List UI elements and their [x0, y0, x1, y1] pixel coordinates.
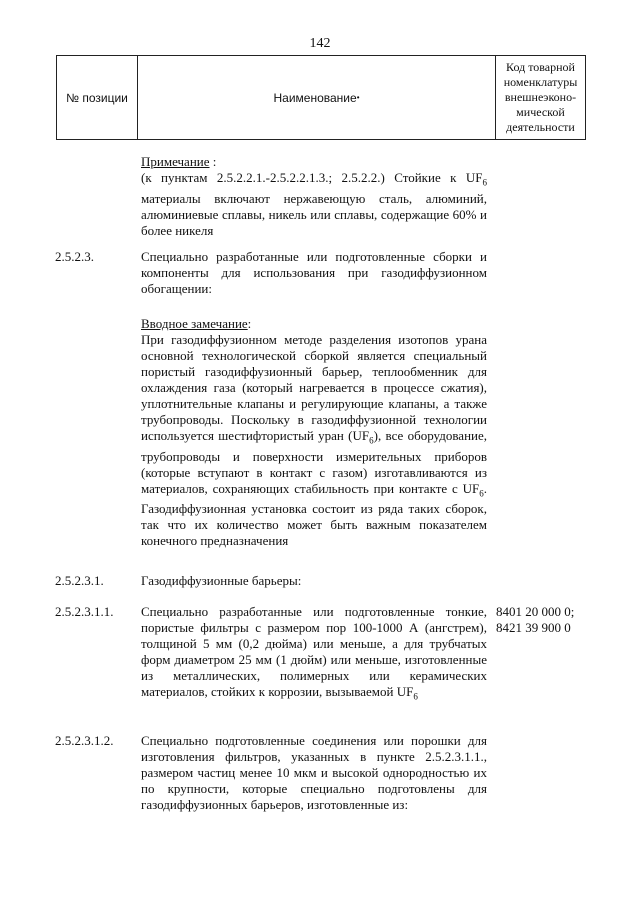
- intro-part2: ), все оборудование, трубопроводы и поверхности измерительных приборов (которые вступают в контакт с газом) изготавливаются из материалов, сохраняющих стабильность при контакте с UF: [141, 428, 488, 496]
- table-header: [56, 55, 586, 140]
- header-code-line: деятельности: [506, 120, 575, 134]
- item-text-body: Специально разработанные или подготовленные тонкие, пористые фильтры с размером пор 100-1000 А (ангстрем), толщиной 5 мм (0,2 дюйма) или меньше, а для трубчатых форм диаметром 25 мм (1 дюйм) или меньше, изготовленные из металлических, полимерных или керамических материалов, стойких к коррозии, вызываемой UF: [141, 604, 487, 699]
- header-code-line: мической: [516, 105, 565, 119]
- header-position-column: № позиции: [57, 56, 138, 139]
- intro-text: [141, 316, 487, 549]
- header-name-mark: •: [356, 93, 360, 102]
- intro-title: Вводное замечание: [141, 316, 248, 331]
- header-code-column: [496, 56, 585, 139]
- header-code-line: номенклатуры: [503, 75, 578, 89]
- item-code: 8421 39 900 0: [496, 620, 571, 635]
- intro-sub2: 6: [479, 488, 484, 499]
- item-text: Газодиффузионные барьеры:: [141, 573, 302, 588]
- item-text: Специально подготовленные соединения или порошки для изготовления фильтров, указанных в пункте 2.5.2.3.1.1., размером частиц менее 10 мкм и высокой однородностью их по крупности, которые специально подготовлены для газодиффузионных барьеров, изготовленные из:: [141, 733, 487, 812]
- note-title: Примечание: [141, 154, 210, 169]
- item-text-sub: 6: [413, 691, 418, 702]
- item-codes: [496, 604, 596, 636]
- item-number: 2.5.2.3.: [55, 249, 94, 264]
- header-name-label: Наименование: [273, 90, 357, 105]
- item-number: 2.5.2.3.1.1.: [55, 604, 114, 619]
- header-name-column: [138, 56, 496, 139]
- note-line1: (к пунктам 2.5.2.2.1.-2.5.2.2.1.3.; 2.5.2.2.) Стойкие к UF: [141, 170, 483, 185]
- intro-part3: . Газодиффузионная установка состоит из ряда таких сборок, так что их количество может быть важным показателем конечного предназначения: [141, 480, 487, 549]
- intro-sub1: 6: [369, 435, 374, 446]
- item-number: 2.5.2.3.1.: [55, 573, 104, 588]
- item-number: 2.5.2.3.1.2.: [55, 733, 114, 748]
- intro-title-suffix: :: [247, 316, 252, 331]
- page-number: 142: [309, 36, 331, 51]
- note-rest: материалы включают нержавеющую сталь, алюминий, алюминиевые сплавы, никель или сплавы, содержащие 60% и более никеля: [141, 190, 487, 238]
- header-code-line: Код товарной: [506, 60, 575, 74]
- intro-part1: При газодиффузионном методе разделения изотопов урана основной технологической сборкой является специальный пористый газодиффузионный барьер, теплообменник для охлаждения газа (который нагревается в процессе сжатия), уплотнительные клапаны и регулирующие клапаны, а также трубопроводы. Поскольку в газодиффузионной технологии используется шестифтористый уран (UF: [141, 332, 487, 443]
- item-text: Специально разработанные или подготовленные сборки и компоненты для использования при газодиффузионном обогащении:: [141, 249, 487, 296]
- header-code-line: внешнеэконо-: [504, 90, 577, 104]
- note-line1-sub: 6: [482, 177, 487, 188]
- note-text: [141, 154, 487, 239]
- item-code: 8401 20 000 0;: [496, 604, 575, 619]
- note-title-suffix: :: [209, 154, 217, 169]
- item-text: [141, 604, 487, 705]
